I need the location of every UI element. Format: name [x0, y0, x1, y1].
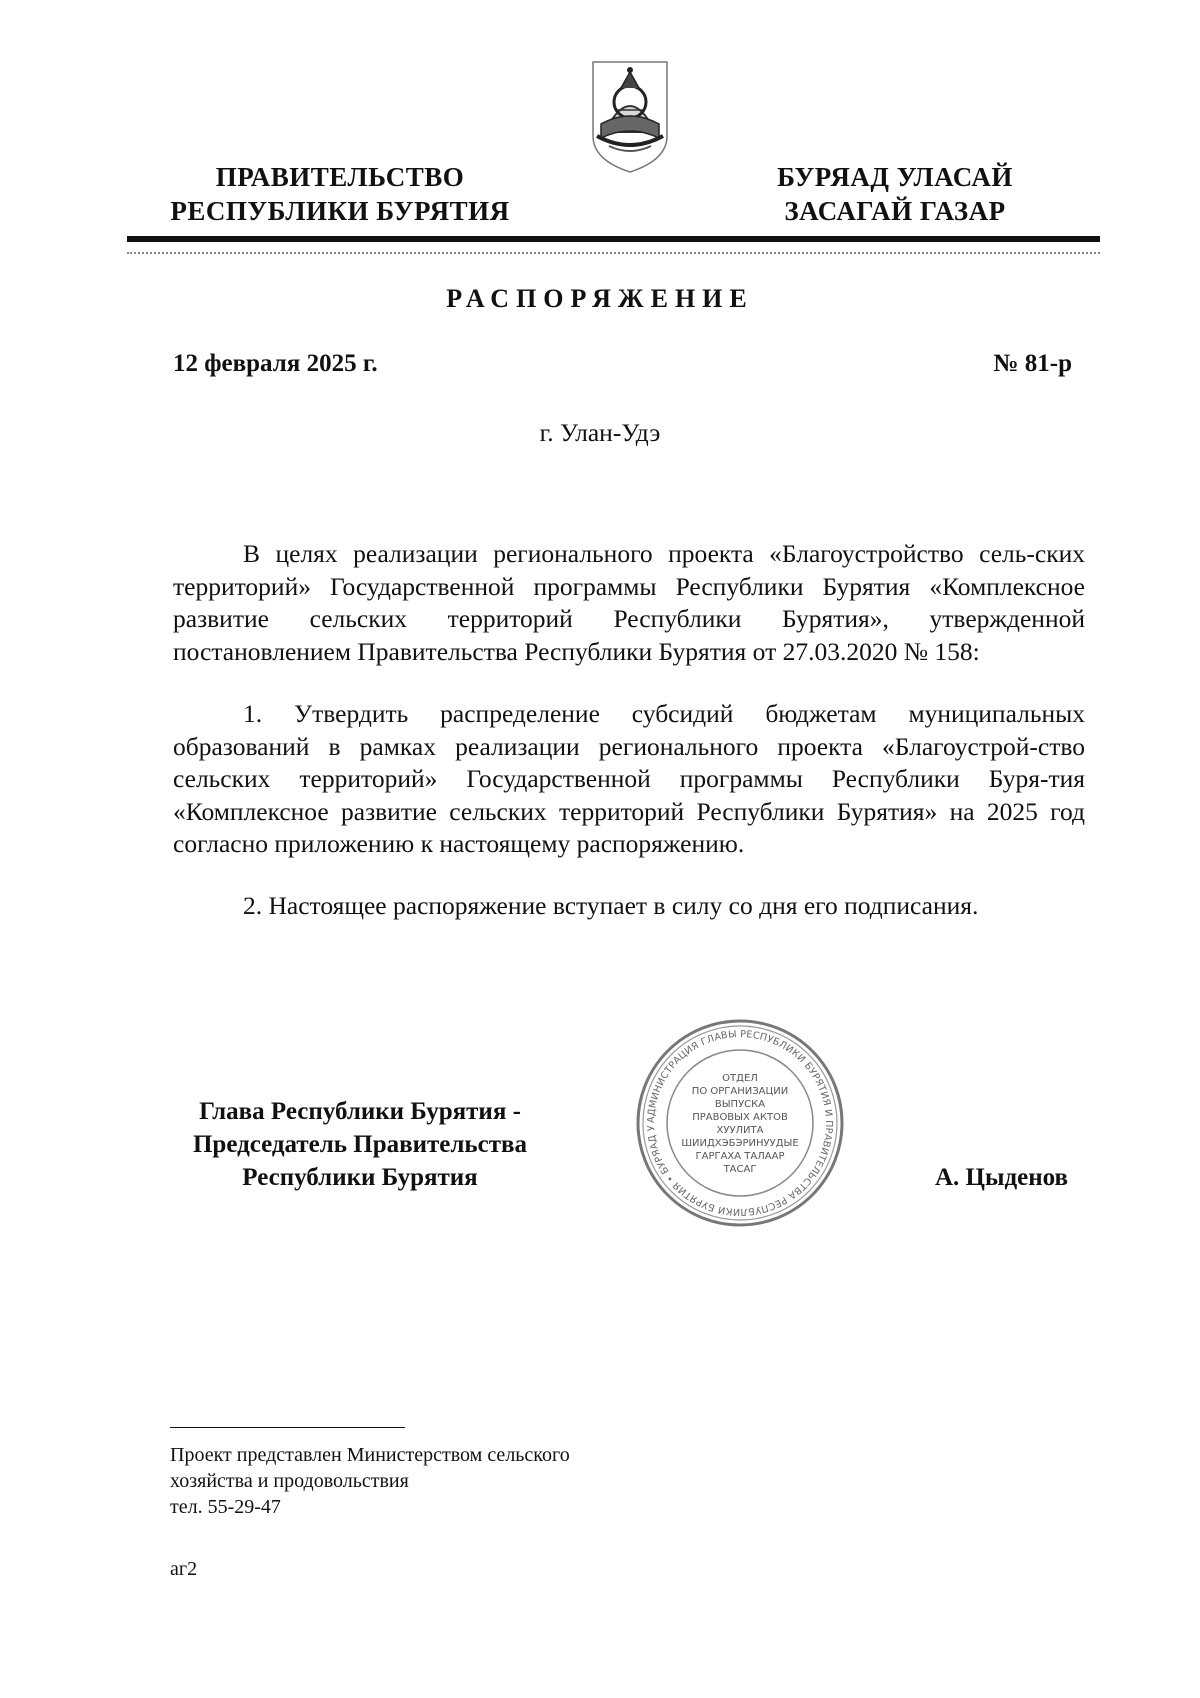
- document-type-title: РАСПОРЯЖЕНИЕ: [446, 284, 754, 313]
- stamp-text-line: ПРАВОВЫХ АКТОВ: [692, 1112, 788, 1123]
- coat-of-arms-emblem: [587, 58, 673, 176]
- org-name-buryat: [730, 160, 1060, 228]
- org-name-buryat-line1: БУРЯАД УЛАСАЙ: [777, 162, 1013, 192]
- header-divider-dotted: [127, 252, 1100, 254]
- footnote-line1: Проект представлен Министерством сельского: [170, 1444, 570, 1466]
- signatory-title-line1: Глава Республики Бурятия -: [199, 1098, 521, 1125]
- stamp-text-line: ШИИДХЭБЭРИНУУДЫЕ: [681, 1138, 799, 1149]
- stamp-text-line: ТАСАГ: [723, 1164, 757, 1175]
- stamp-text-line: ОТДЕЛ: [722, 1073, 758, 1084]
- item-2-paragraph: 2. Настоящее распоряжение вступает в силу со дня его подписания.: [243, 890, 979, 920]
- document-number: № 81-р: [993, 350, 1072, 377]
- signatory-title-line2: Председатель Правительства: [192, 1131, 528, 1158]
- org-name-russian: [140, 160, 540, 228]
- stamp-text-line: ХУУЛИТА: [716, 1125, 764, 1136]
- document-city: г. Улан-Удэ: [539, 418, 661, 447]
- stamp-text-line: ВЫПУСКА: [714, 1099, 766, 1110]
- footnote-block: [170, 1442, 570, 1520]
- document-body: [173, 538, 1085, 922]
- item-1-paragraph: 1. Утвердить распределение субсидий бюджетам муниципальных образований в рамках реализации регионального проекта «Благоустрой-ство сельских территорий» Государственной программы Республики Буря-тия «Комплексное развитие сельских территорий Республики Бурятия» на 2025 год согласно приложению к настоящему распоряжению.: [173, 699, 1085, 858]
- footnote-phone: тел. 55-29-47: [170, 1496, 281, 1518]
- header-divider-thick: [127, 236, 1100, 242]
- org-name-russian-line1: ПРАВИТЕЛЬСТВО: [215, 162, 465, 192]
- preamble-paragraph: В целях реализации регионального проекта «Благоустройство сель-ских территорий» Государственной программы Республики Бурятия «Комплексное развитие сельских территорий Республики Бурятия», утвержденной постановлением Правительства Республики Бурятия от 27.03.2020 № 158:: [173, 539, 1085, 666]
- stamp-text-line: ПО ОРГАНИЗАЦИИ: [691, 1086, 789, 1097]
- stamp-ring-text: АДМИНИСТРАЦИЯ ГЛАВЫ РЕСПУБЛИКИ БУРЯТИЯ И ПРАВИТЕЛЬСТВА РЕСПУБЛИКИ БУРЯТИЯ • БУРЯАД У: [645, 1028, 835, 1218]
- signatory-title: [150, 1095, 570, 1194]
- footnote-rule: [170, 1427, 405, 1428]
- stamp-text-line: ГАРГАХА ТАЛААР: [695, 1151, 785, 1162]
- signatory-title-line3: Республики Бурятия: [242, 1164, 478, 1191]
- official-stamp: [635, 1018, 845, 1228]
- org-name-russian-line2: РЕСПУБЛИКИ БУРЯТИЯ: [170, 196, 510, 226]
- document-code: аг2: [170, 1558, 198, 1580]
- org-name-buryat-line2: ЗАСАГАЙ ГАЗАР: [784, 196, 1006, 226]
- footnote-line2: хозяйства и продовольствия: [170, 1470, 409, 1492]
- document-date: 12 февраля 2025 г.: [173, 350, 378, 377]
- signatory-name: А. Цыденов: [935, 1164, 1069, 1191]
